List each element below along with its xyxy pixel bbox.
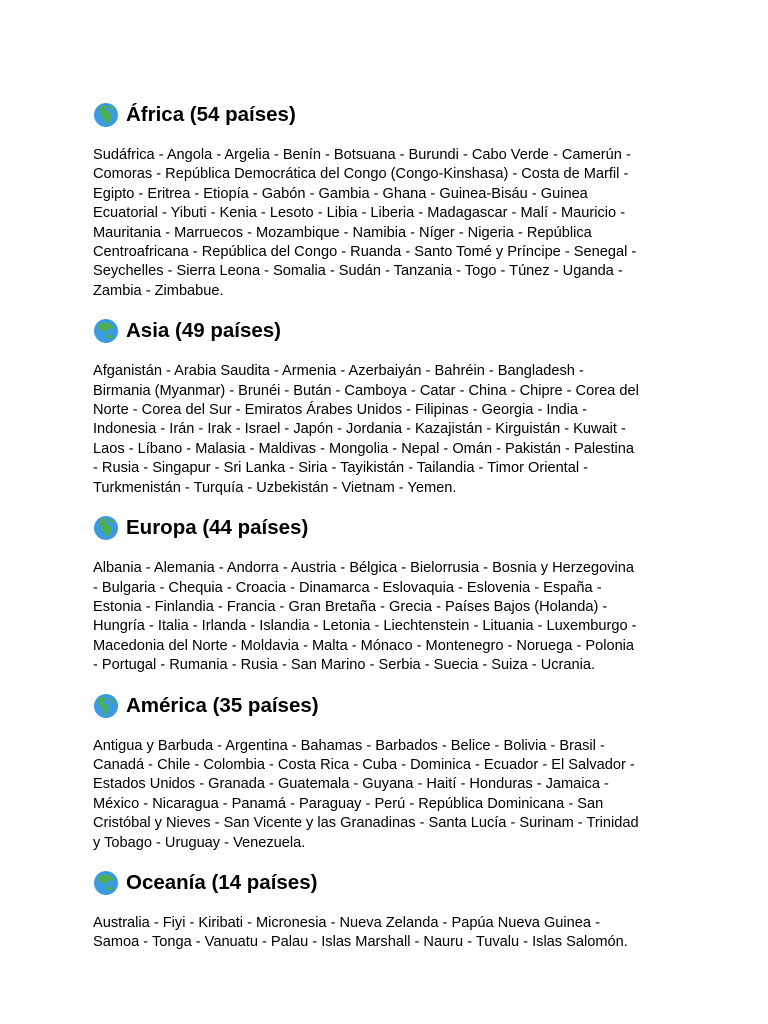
text-line: Canadá - Chile - Colombia - Costa Rica - Cuba - Dominica - Ecuador - El Salvador - (93, 756, 635, 773)
section-heading-oceania (93, 864, 678, 902)
section-title: África (54 países) (126, 103, 296, 126)
section-asia (93, 312, 678, 509)
text-line: Zambia - Zimbabue. (93, 282, 224, 299)
text-line: Antigua y Barbuda - Argentina - Bahamas - Barbados - Belice - Bolivia - Brasil - (93, 737, 605, 754)
section-africa (93, 96, 678, 312)
text-line: Turkmenistán - Turquía - Uzbekistán - Vietnam - Yemen. (93, 479, 457, 496)
country-list-paragraph (93, 362, 678, 498)
text-line: Birmania (Myanmar) - Brunéi - Bután - Camboya - Catar - China - Chipre - Corea del (93, 382, 639, 399)
text-line: Seychelles - Sierra Leona - Somalia - Sudán - Tanzania - Togo - Túnez - Uganda - (93, 263, 623, 280)
country-list-paragraph (93, 737, 678, 853)
section-europa (93, 509, 678, 686)
section-title: Europa (44 países) (126, 516, 309, 540)
text-line: Macedonia del Norte - Moldavia - Malta - Mónaco - Montenegro - Noruega - Polonia (93, 637, 635, 654)
section-heading-america (93, 687, 678, 725)
section-title: Oceanía (14 países) (126, 870, 318, 894)
text-line: Samoa - Tonga - Vanuatu - Palau - Islas Marshall - Nauru - Tuvalu - Islas Salomón. (93, 934, 628, 951)
text-line: Egipto - Eritrea - Etiopía - Gabón - Gambia - Ghana - Guinea-Bisáu - Guinea (93, 185, 588, 202)
country-list-paragraph (93, 914, 678, 953)
section-america (93, 687, 678, 864)
country-list-paragraph (93, 559, 678, 675)
section-title: Asia (49 países) (126, 319, 281, 343)
globe-europe-africa-icon (93, 102, 119, 128)
text-line: - Rusia - Singapur - Sri Lanka - Siria - Tayikistán - Tailandia - Timor Oriental - (93, 460, 589, 477)
text-line: Afganistán - Arabia Saudita - Armenia - Azerbaiyán - Bahréin - Bangladesh - (93, 363, 584, 380)
text-line: Estonia - Finlandia - Francia - Gran Bretaña - Grecia - Países Bajos (Holanda) - (93, 598, 608, 615)
section-heading-asia (93, 312, 678, 350)
text-line: Norte - Corea del Sur - Emiratos Árabes Unidos - Filipinas - Georgia - India - (93, 402, 587, 419)
document-page (93, 96, 678, 953)
text-line: Cristóbal y Nieves - San Vicente y las Granadinas - Santa Lucía - Surinam - Trinidad (93, 815, 639, 832)
text-line: - Bulgaria - Chequia - Croacia - Dinamarca - Eslovaquia - Eslovenia - España - (93, 579, 602, 596)
text-line: Mauritania - Marruecos - Mozambique - Namibia - Níger - Nigeria - República (93, 224, 592, 241)
text-line: Laos - Líbano - Malasia - Maldivas - Mongolia - Nepal - Omán - Pakistán - Palestina (93, 440, 635, 457)
text-line: Centroafricana - República del Congo - Ruanda - Santo Tomé y Príncipe - Senegal - (93, 244, 637, 261)
globe-europe-africa-icon (93, 515, 119, 541)
globe-asia-australia-icon (93, 318, 119, 344)
text-line: Hungría - Italia - Irlanda - Islandia - Letonia - Liechtenstein - Lituania - Luxemburgo - (93, 618, 637, 635)
text-line: Sudáfrica - Angola - Argelia - Benín - Botsuana - Burundi - Cabo Verde - Camerún - (93, 147, 631, 163)
text-line: Albania - Alemania - Andorra - Austria - Bélgica - Bielorrusia - Bosnia y Herzegovina (93, 560, 635, 577)
text-line: y Tobago - Uruguay - Venezuela. (93, 834, 306, 851)
globe-americas-icon (93, 693, 119, 719)
text-line: Comoras - República Democrática del Congo (Congo-Kinshasa) - Costa de Marfil - (93, 166, 629, 183)
text-line: Australia - Fiyi - Kiribati - Micronesia - Nueva Zelanda - Papúa Nueva Guinea - (93, 914, 600, 931)
text-line: Indonesia - Irán - Irak - Israel - Japón - Jordania - Kazajistán - Kirguistán - Kuwait - (93, 421, 626, 438)
text-line: - Portugal - Rumania - Rusia - San Marino - Serbia - Suecia - Suiza - Ucrania. (93, 657, 596, 674)
text-line: México - Nicaragua - Panamá - Paraguay - Perú - República Dominicana - San (93, 795, 604, 812)
text-line: Estados Unidos - Granada - Guatemala - Guyana - Haití - Honduras - Jamaica - (93, 776, 609, 793)
text-line: Ecuatorial - Yibuti - Kenia - Lesoto - Libia - Liberia - Madagascar - Malí - Mauricio - (93, 205, 626, 222)
globe-asia-australia-icon (93, 870, 119, 896)
section-oceania (93, 864, 678, 953)
section-heading-africa (93, 96, 678, 134)
section-heading-europa (93, 509, 678, 547)
country-list-paragraph (93, 146, 678, 301)
section-title: América (35 países) (126, 693, 319, 717)
